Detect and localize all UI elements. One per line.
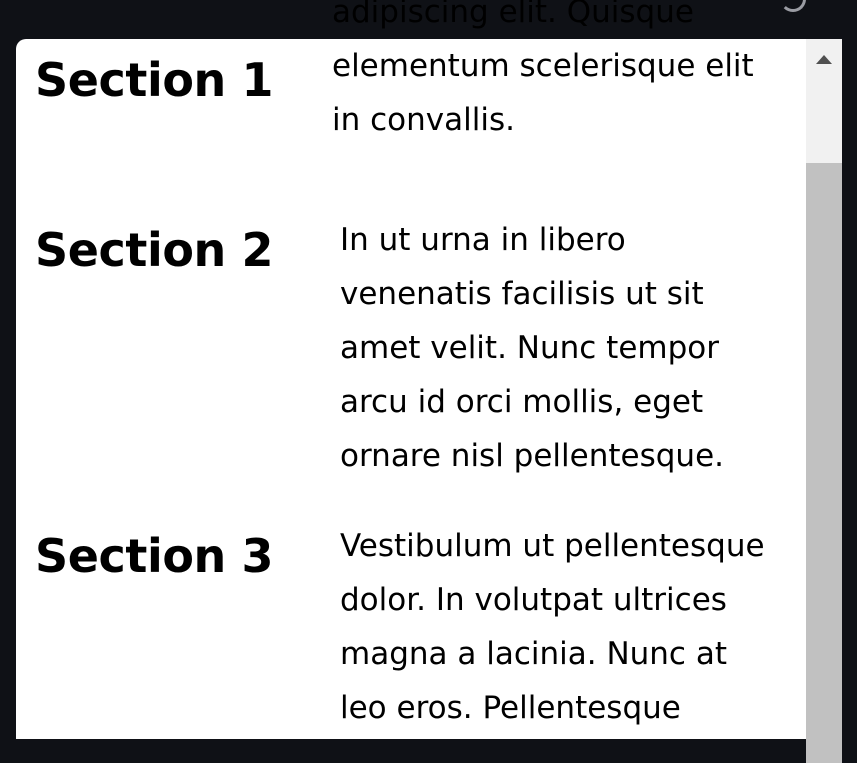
section-heading: Section 3 bbox=[35, 529, 274, 583]
scroll-up-button[interactable] bbox=[806, 39, 842, 79]
section-body: In ut urna in libero venenatis facilisis ut sit amet velit. Nunc tempor arcu id orci mollis, eget ornare nisl pellentesque. bbox=[340, 222, 725, 474]
section-body: Vestibulum ut pellentesque dolor. In volutpat ultrices magna a lacinia. Nunc at leo eros. Pellentesque bbox=[340, 528, 765, 726]
triangle-up-icon bbox=[815, 53, 833, 65]
scroll-track[interactable] bbox=[806, 79, 842, 739]
section-heading: Section 2 bbox=[35, 223, 274, 277]
scroll-content[interactable] bbox=[16, 0, 806, 739]
section-heading: Section 1 bbox=[35, 53, 274, 107]
content-panel bbox=[16, 0, 842, 739]
scroll-thumb[interactable] bbox=[806, 163, 842, 763]
vertical-scrollbar[interactable] bbox=[806, 39, 842, 739]
section-body: adipiscing elit. Quisque elementum scelerisque elit in convallis. bbox=[332, 0, 754, 138]
